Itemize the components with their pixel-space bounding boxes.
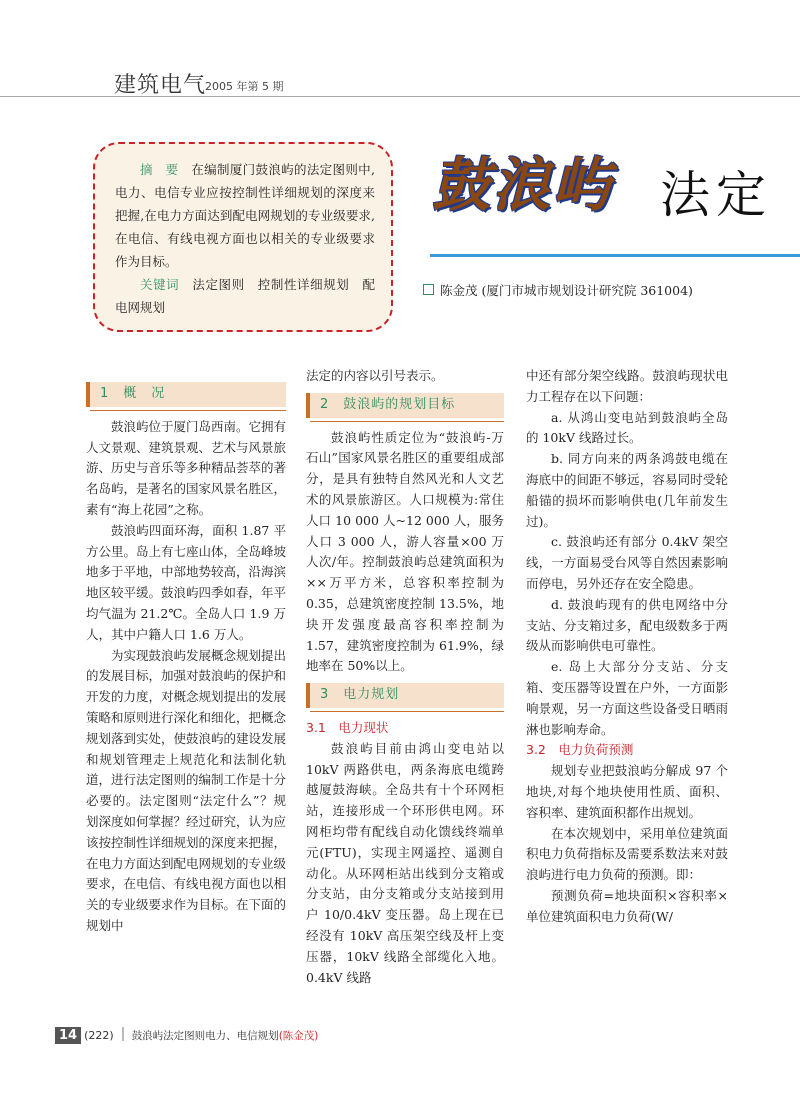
title-underline <box>430 254 800 257</box>
paragraph: 鼓浪屿位于厦门岛西南。它拥有人文景观、建筑景观、艺术与风景旅游、历史与音乐等多种精品荟萃的著名岛屿，是著名的国家风景名胜区，素有“海上花园”之称。 <box>86 418 287 517</box>
abstract-text: 在编制厦门鼓浪屿的法定图则中,电力、电信专业应按控制性详细规划的深度来把握,在电力方面达到配电网规划的专业级要求,在电信、有线电视方面也以相关的专业级要求作为目标。 <box>115 162 375 269</box>
author-line <box>423 281 693 299</box>
journal-issue: 2005 年第 5 期 <box>205 80 284 93</box>
paragraph: 鼓浪屿四面环海，面积 1.87 平方公里。岛上有七座山体，全岛峰坡地多于平地，中部地势较高，沿海滨地区较平缓。鼓浪屿四季如春，年平均气温为 21.2℃。全岛人口 1.9 万人，其中户籍人口 1.6 万人。 <box>86 522 287 642</box>
article-title-rest: 法定 <box>660 166 772 224</box>
page-number: 14 <box>55 1027 81 1044</box>
header-divider <box>0 96 800 97</box>
column-1 <box>86 376 286 937</box>
list-item: e. 岛上大部分分支站、分支箱、变压器等设置在户外，一方面影响景观，另一方面这些设备受日晒雨淋也影响寿命。 <box>526 659 728 737</box>
paragraph-continued: 中还有部分架空线路。鼓浪屿现状电力工程存在以下问题： <box>526 368 728 404</box>
keywords-paragraph <box>115 273 375 319</box>
journal-name: 建筑电气 <box>114 73 207 98</box>
paragraph: 为实现鼓浪屿发展概念规划提出的发展目标，加强对鼓浪屿的保护和开发的力度，对概念规划提出的发展策略和原则进行深化和细化，把概念规划落到实处，使鼓浪屿的建设发展和规划管理走上规范化和法制化轨道，进行法定图则的编制工作是十分必要的。法定图则“法定什么”？规划深度如何掌握？经过研究，认为应该按控制性详细规划的深度来把握，在电力方面达到配电网规划的专业级要求，在电信、有线电视方面也以相关的专业级要求作为目标。在下面的规划中 <box>86 647 287 933</box>
keywords-label: 关键词 <box>140 277 180 292</box>
abstract-box <box>93 142 393 332</box>
keywords-text: 法定图则 控制性详细规划 配电网规划 <box>115 277 375 315</box>
page-number-total: (222) <box>84 1029 114 1042</box>
abstract-paragraph <box>115 158 375 273</box>
article-title-emphasis: 鼓浪屿 <box>432 151 613 219</box>
paragraph: 鼓浪屿目前由鸿山变电站以 10kV 两路供电，两条海底电缆跨越厦鼓海峡。全岛共有十个环网柜站，连接形成一个环形供电网。环网柜均带有配线自动化馈线终端单元(FTU)，实现主网遥控、遥测自动化。从环网柜站出线到分支箱或分支站，由分支箱或分支站接到用户 10/0.4kV 变压器。岛上现在已经没有 10kV 高压架空线及杆上变压器，10kV 线路全部缆化入地。0.4kV 线路 <box>306 740 504 985</box>
paragraph: 预测负荷=地块面积×容积率×单位建筑面积电力负荷(W/ <box>526 887 728 924</box>
page-header <box>0 0 800 100</box>
subsection-heading-3-1: 3.1 电力现状 <box>306 719 389 735</box>
section-heading-3: 3 电力规划 <box>306 683 504 708</box>
column-3 <box>526 366 728 928</box>
list-item: d. 鼓浪屿现有的供电网络中分支站、分支箱过多，配电级数多于两级从而影响供电可靠性。 <box>526 596 728 654</box>
subsection-heading-3-2: 3.2 电力负荷预测 <box>526 742 634 758</box>
paragraph: 在本次规划中，采用单位建筑面积电力负荷指标及需要系数法来对鼓浪屿进行电力负荷的预测。即： <box>526 825 728 883</box>
footer-divider <box>122 1027 124 1041</box>
section-heading-1: 1 概 况 <box>86 382 286 407</box>
page-footer <box>55 1024 755 1044</box>
paragraph: 规划专业把鼓浪屿分解成 97 个地块,对每个地块使用性质、面积、容积率、建筑面积都作出规划。 <box>526 763 728 820</box>
list-item: b. 同方向来的两条鸿鼓电缆在海底中的间距不够远，容易同时受轮船锚的损坏而影响供电(几年前发生过)。 <box>526 451 728 529</box>
abstract-label: 摘 要 <box>140 162 179 177</box>
paragraph-continued: 法定的内容以引号表示。 <box>306 368 444 383</box>
running-title: 鼓浪屿法定图则电力、电信规划 <box>131 1030 279 1042</box>
list-item: a. 从鸿山变电站到鼓浪屿全岛的 10kV 线路过长。 <box>526 409 728 446</box>
running-author: (陈金茂) <box>278 1030 319 1042</box>
paragraph: 鼓浪屿性质定位为“鼓浪屿-万石山”国家风景名胜区的重要组成部分，是具有独特自然风光和人文艺术的风景旅游区。人口规模为:常住人口 10 000 人~12 000 人，服务人口 3 000 人，游人容量×00 万人次/年。控制鼓浪屿总建筑面积为××万平方米，总容积率控制为 0.35，总建筑密度控制 13.5%，地块开发强度最高容积率控制为 1.57，建筑密度控制为 61.9%，绿地率在 50%以上。 <box>306 429 504 674</box>
list-item: c. 鼓浪屿还有部分 0.4kV 架空线，一方面易受台风等自然因素影响而停电，另外还存在安全隐患。 <box>526 534 728 591</box>
author-text: 陈金茂 (厦门市城市规划设计研究院 361004) <box>440 283 693 298</box>
column-2 <box>306 366 504 988</box>
section-heading-2: 2 鼓浪屿的规划目标 <box>306 393 504 418</box>
square-bullet-icon <box>423 284 434 295</box>
